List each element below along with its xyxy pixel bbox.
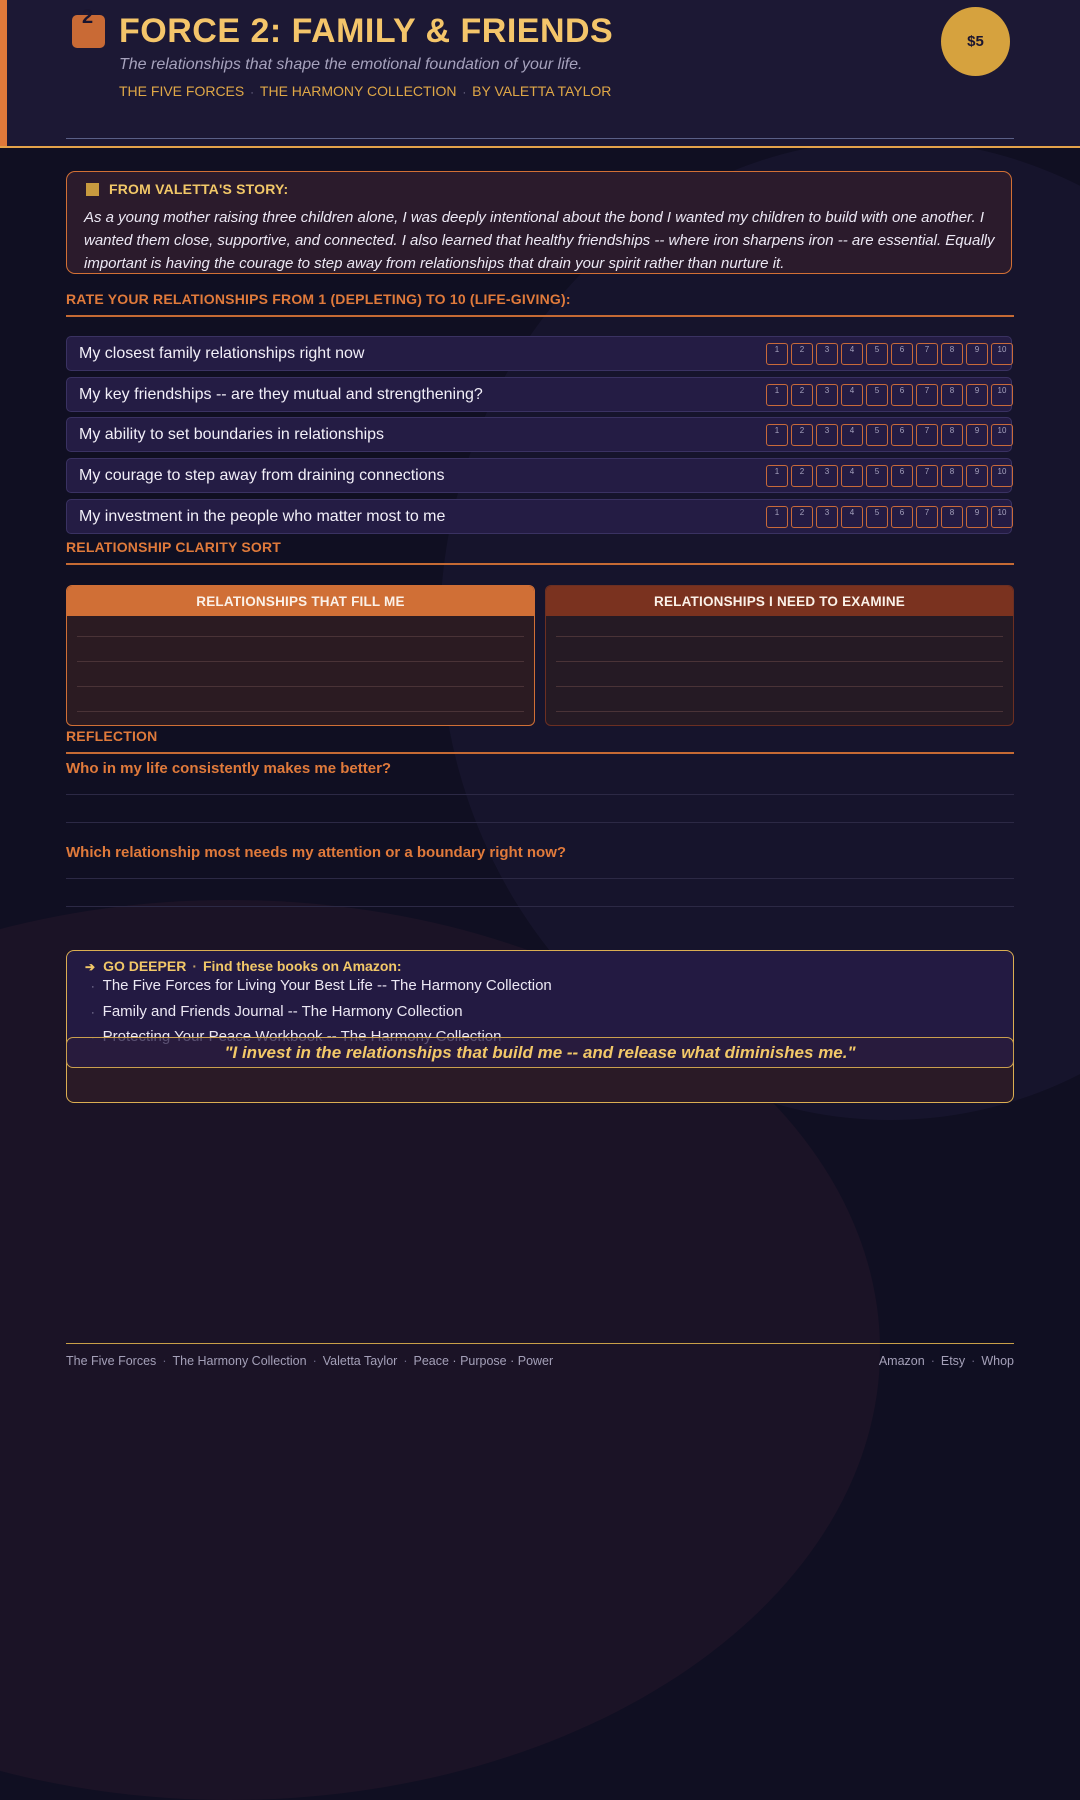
rating-box[interactable]: 7 xyxy=(916,343,938,365)
section-divider xyxy=(66,563,1014,565)
footer-divider xyxy=(66,1343,1014,1344)
rating-box[interactable]: 7 xyxy=(916,384,938,406)
book-title: The Five Forces for Living Your Best Life -- The Harmony Collection xyxy=(102,977,552,994)
write-line xyxy=(556,636,1003,637)
footer-left: The Five Forces · The Harmony Collection · Valetta Taylor · Peace · Purpose · Power xyxy=(66,1354,554,1368)
rating-row xyxy=(66,377,1012,412)
force-number: 2 xyxy=(82,6,94,28)
answer-line[interactable] xyxy=(66,906,1014,907)
go-deeper-box xyxy=(66,950,1014,1103)
answer-line[interactable] xyxy=(66,822,1014,823)
examine-box[interactable] xyxy=(545,585,1014,726)
examine-header: RELATIONSHIPS I NEED TO EXAMINE xyxy=(546,586,1013,616)
rating-title: RATE YOUR RELATIONSHIPS FROM 1 (DEPLETING) TO 10 (LIFE-GIVING): xyxy=(66,291,571,307)
book-title: Family and Friends Journal -- The Harmony Collection xyxy=(102,1003,463,1020)
reflection-question: Which relationship most needs my attention or a boundary right now? xyxy=(66,844,567,861)
reflection-title: REFLECTION xyxy=(66,728,158,744)
write-line xyxy=(556,686,1003,687)
page-subtitle: The relationships that shape the emotional foundation of your life. xyxy=(119,56,583,73)
bullet-icon: · xyxy=(91,1007,95,1019)
rating-box[interactable]: 4 xyxy=(841,465,863,487)
rating-row xyxy=(66,417,1012,452)
rating-box[interactable]: 2 xyxy=(791,465,813,487)
rating-box[interactable]: 5 xyxy=(866,506,888,528)
write-line xyxy=(77,661,524,662)
rating-box[interactable]: 5 xyxy=(866,465,888,487)
go-deeper-heading: ➔ GO DEEPER · Find these books on Amazon: xyxy=(85,958,402,974)
rating-box[interactable]: 10 xyxy=(991,384,1013,406)
story-label: FROM VALETTA'S STORY: xyxy=(109,181,289,197)
write-line xyxy=(77,636,524,637)
page-title: FORCE 2: FAMILY & FRIENDS xyxy=(119,12,614,50)
footer-item: Valetta Taylor xyxy=(322,1354,398,1368)
rating-box[interactable]: 1 xyxy=(766,384,788,406)
footer-right: Amazon · Etsy · Whop xyxy=(878,1354,1014,1368)
rating-scale xyxy=(766,384,1013,406)
rating-row xyxy=(66,458,1012,493)
rating-box[interactable]: 3 xyxy=(816,506,838,528)
write-line xyxy=(77,711,524,712)
fill-me-box[interactable] xyxy=(66,585,535,726)
rating-box[interactable]: 4 xyxy=(841,424,863,446)
footer-item: The Harmony Collection xyxy=(172,1354,307,1368)
rating-box[interactable]: 8 xyxy=(941,384,963,406)
rating-box[interactable]: 1 xyxy=(766,506,788,528)
rating-box[interactable]: 10 xyxy=(991,343,1013,365)
rating-box[interactable]: 4 xyxy=(841,343,863,365)
story-text: As a young mother raising three children alone, I was deeply intentional about the bond I wanted my children to build with one another. I wanted them close, supportive, and connected. I also learned that healthy friendships -- where iron sharpens iron -- are essential. Equally important is having the courage to step away from relationships that drain your spirit rather than nurture it. xyxy=(84,209,995,272)
rating-box[interactable]: 4 xyxy=(841,506,863,528)
price-badge: $5 xyxy=(941,7,1010,76)
page-meta: THE FIVE FORCES · THE HARMONY COLLECTION · BY VALETTA TAYLOR xyxy=(119,83,612,99)
rating-box[interactable]: 6 xyxy=(891,384,913,406)
reflection-question: Who in my life consistently makes me better? xyxy=(66,760,392,777)
section-divider xyxy=(66,752,1014,754)
rating-box[interactable]: 10 xyxy=(991,424,1013,446)
header-divider xyxy=(66,138,1014,139)
rating-question: My courage to step away from draining connections xyxy=(79,467,445,484)
section-divider xyxy=(66,315,1014,317)
rating-box[interactable]: 9 xyxy=(966,465,988,487)
answer-line[interactable] xyxy=(66,794,1014,795)
rating-box[interactable]: 2 xyxy=(791,506,813,528)
sort-title: RELATIONSHIP CLARITY SORT xyxy=(66,539,282,555)
rating-box[interactable]: 4 xyxy=(841,384,863,406)
rating-box[interactable]: 10 xyxy=(991,506,1013,528)
rating-box[interactable]: 7 xyxy=(916,424,938,446)
rating-box[interactable]: 9 xyxy=(966,343,988,365)
page-header xyxy=(0,0,1080,148)
rating-box[interactable]: 8 xyxy=(941,343,963,365)
rating-box[interactable]: 6 xyxy=(891,343,913,365)
rating-box[interactable]: 6 xyxy=(891,424,913,446)
footer-link-whop[interactable]: Whop xyxy=(981,1354,1014,1368)
rating-box[interactable]: 5 xyxy=(866,424,888,446)
affirmation-quote: "I invest in the relationships that build me -- and release what diminishes me." xyxy=(66,1037,1014,1068)
go-deeper-sub: Find these books on Amazon: xyxy=(202,958,402,974)
accent-bar xyxy=(0,0,7,146)
rating-box[interactable]: 3 xyxy=(816,384,838,406)
rating-box[interactable]: 6 xyxy=(891,506,913,528)
bullet-icon: · xyxy=(91,981,95,993)
rating-question: My investment in the people who matter most to me xyxy=(79,508,446,525)
footer-link-amazon[interactable]: Amazon xyxy=(878,1354,925,1368)
meta-series: THE FIVE FORCES xyxy=(119,83,245,99)
rating-box[interactable]: 8 xyxy=(941,506,963,528)
rating-box[interactable]: 2 xyxy=(791,384,813,406)
footer-item: Peace · Purpose · Power xyxy=(413,1354,554,1368)
rating-box[interactable]: 7 xyxy=(916,506,938,528)
meta-author: BY VALETTA TAYLOR xyxy=(472,83,612,99)
rating-box[interactable]: 5 xyxy=(866,384,888,406)
rating-box[interactable]: 9 xyxy=(966,424,988,446)
rating-box[interactable]: 2 xyxy=(791,343,813,365)
rating-box[interactable]: 10 xyxy=(991,465,1013,487)
rating-box[interactable]: 2 xyxy=(791,424,813,446)
fill-me-header: RELATIONSHIPS THAT FILL ME xyxy=(67,586,534,616)
rating-box[interactable]: 6 xyxy=(891,465,913,487)
write-line xyxy=(556,661,1003,662)
meta-collection: THE HARMONY COLLECTION xyxy=(259,83,457,99)
rating-question: My closest family relationships right now xyxy=(79,345,365,362)
rating-box[interactable]: 1 xyxy=(766,343,788,365)
book-item xyxy=(91,1003,463,1020)
arrow-right-icon: ➔ xyxy=(85,960,96,974)
rating-question: My key friendships -- are they mutual and strengthening? xyxy=(79,386,483,403)
rating-scale xyxy=(766,506,1013,528)
footer-item: The Five Forces xyxy=(66,1354,157,1368)
rating-scale xyxy=(766,424,1013,446)
rating-scale xyxy=(766,343,1013,365)
rating-scale xyxy=(766,465,1013,487)
rating-box[interactable]: 1 xyxy=(766,465,788,487)
rating-row xyxy=(66,336,1012,371)
rating-box[interactable]: 9 xyxy=(966,384,988,406)
rating-question: My ability to set boundaries in relationships xyxy=(79,426,385,443)
rating-box[interactable]: 3 xyxy=(816,424,838,446)
rating-box[interactable]: 3 xyxy=(816,465,838,487)
rating-box[interactable]: 9 xyxy=(966,506,988,528)
rating-box[interactable]: 8 xyxy=(941,424,963,446)
story-callout xyxy=(66,171,1012,274)
square-icon xyxy=(86,183,99,196)
rating-row xyxy=(66,499,1012,534)
book-item xyxy=(91,977,552,994)
rating-box[interactable]: 3 xyxy=(816,343,838,365)
write-line xyxy=(556,711,1003,712)
rating-box[interactable]: 7 xyxy=(916,465,938,487)
rating-box[interactable]: 1 xyxy=(766,424,788,446)
answer-line[interactable] xyxy=(66,878,1014,879)
rating-box[interactable]: 8 xyxy=(941,465,963,487)
rating-box[interactable]: 5 xyxy=(866,343,888,365)
footer-link-etsy[interactable]: Etsy xyxy=(940,1354,966,1368)
go-deeper-label: GO DEEPER xyxy=(103,958,187,974)
write-line xyxy=(77,686,524,687)
